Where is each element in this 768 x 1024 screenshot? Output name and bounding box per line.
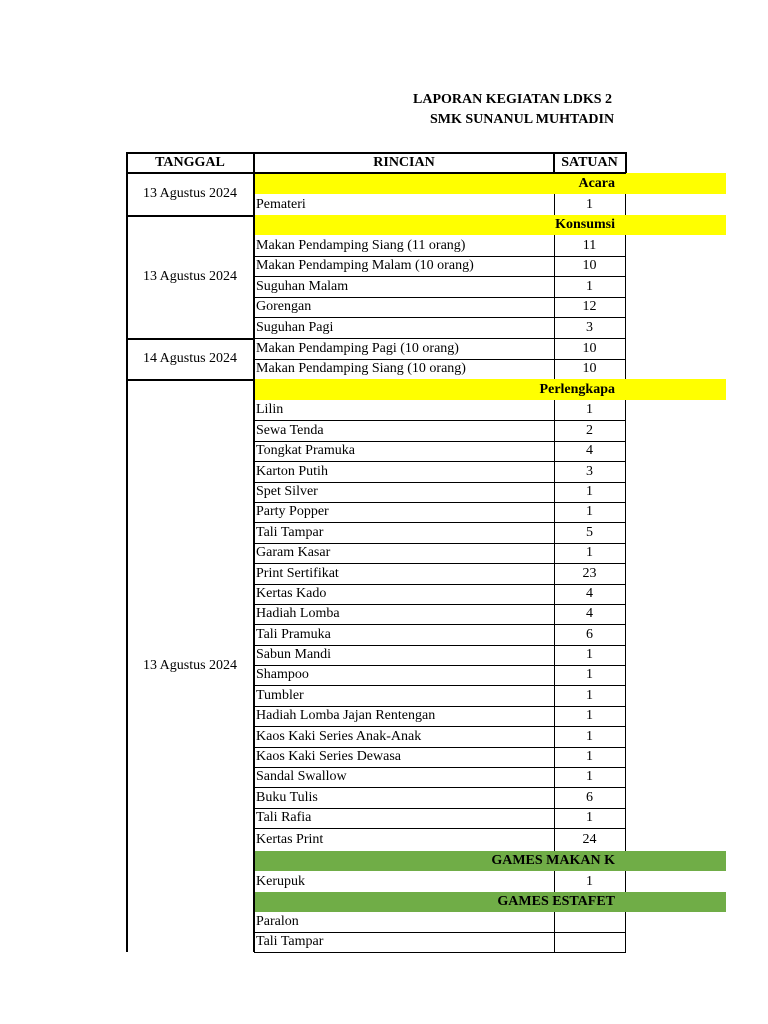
item-quantity: 3 — [586, 463, 593, 479]
grid-line — [625, 420, 626, 441]
item-name: Shampoo — [256, 667, 309, 682]
section-band: Konsumsi — [254, 215, 726, 235]
item-quantity: 10 — [582, 340, 597, 356]
item-name: Gorengan — [256, 299, 312, 314]
grid-line — [625, 645, 626, 665]
item-quantity: 1 — [586, 667, 593, 682]
grid-line — [625, 706, 626, 726]
item-quantity: 5 — [586, 524, 593, 540]
grid-line — [625, 604, 626, 624]
grid-line — [554, 338, 555, 359]
date-cell: 13 Agustus 2024 — [142, 268, 238, 284]
item-name: Tali Tampar — [256, 524, 324, 540]
grid-line — [554, 828, 555, 851]
item-name: Spet Silver — [256, 484, 318, 499]
grid-line — [254, 952, 626, 953]
grid-line — [625, 276, 626, 297]
grid-line — [554, 194, 555, 215]
header-border — [126, 152, 626, 154]
item-name: Tali Pramuka — [256, 626, 331, 642]
date-column-border — [253, 152, 255, 952]
section-band: GAMES ESTAFET — [254, 892, 726, 912]
item-name: Karton Putih — [256, 463, 328, 479]
item-name: Hadiah Lomba — [256, 606, 340, 621]
grid-line — [625, 787, 626, 808]
grid-line — [554, 685, 555, 706]
item-name: Kaos Kaki Series Anak-Anak — [256, 728, 422, 744]
item-name: Hadiah Lomba Jajan Rentengan — [256, 708, 436, 723]
grid-line — [554, 787, 555, 808]
grid-line — [554, 317, 555, 338]
grid-line — [625, 522, 626, 543]
grid-line — [625, 441, 626, 461]
grid-line — [625, 665, 626, 685]
grid-line — [625, 912, 626, 932]
item-name: Makan Pendamping Pagi (10 orang) — [256, 340, 459, 356]
grid-line — [554, 297, 555, 317]
grid-line — [625, 297, 626, 317]
item-name: Kaos Kaki Series Dewasa — [256, 749, 402, 764]
item-name: Garam Kasar — [256, 545, 331, 560]
grid-line — [625, 543, 626, 563]
grid-line — [625, 871, 626, 892]
grid-line — [625, 726, 626, 747]
grid-line — [625, 317, 626, 338]
grid-line — [554, 522, 555, 543]
date-cell: 13 Agustus 2024 — [142, 186, 238, 201]
item-name: Lilin — [256, 402, 284, 417]
item-name: Makan Pendamping Siang (10 orang) — [256, 361, 466, 376]
grid-line — [554, 604, 555, 624]
item-quantity: 1 — [586, 504, 593, 519]
item-quantity: 1 — [586, 769, 593, 784]
grid-line — [554, 256, 555, 276]
item-quantity: 1 — [586, 545, 593, 560]
item-quantity: 24 — [582, 831, 597, 847]
grid-line — [625, 338, 626, 359]
grid-line — [554, 871, 555, 892]
item-name: Sewa Tenda — [256, 422, 324, 438]
grid-line — [554, 502, 555, 522]
grid-line — [554, 276, 555, 297]
item-quantity: 1 — [586, 728, 593, 744]
grid-line — [554, 747, 555, 767]
grid-line — [554, 543, 555, 563]
item-quantity: 1 — [586, 873, 593, 889]
item-name: Kertas Print — [256, 831, 324, 847]
section-band: Perlengkapa — [254, 379, 726, 400]
item-quantity: 1 — [586, 278, 593, 294]
grid-line — [625, 359, 626, 379]
item-name: Suguhan Malam — [256, 278, 349, 294]
date-cell: 13 Agustus 2024 — [142, 657, 238, 673]
grid-line — [625, 624, 626, 645]
item-name: Party Popper — [256, 504, 329, 519]
column-header-rincian: RINCIAN — [373, 154, 435, 170]
table-left-border — [126, 152, 128, 952]
header-border — [126, 172, 626, 174]
grid-line — [554, 645, 555, 665]
item-name: Tongkat Pramuka — [256, 443, 355, 458]
item-name: Tali Rafia — [256, 810, 312, 825]
column-header-satuan: SATUAN — [561, 154, 618, 170]
item-quantity — [554, 912, 625, 932]
item-name: Sabun Mandi — [256, 647, 332, 662]
grid-line — [554, 624, 555, 645]
grid-line — [554, 441, 555, 461]
item-name: Tumbler — [256, 687, 304, 703]
item-name: Kertas Kado — [256, 586, 327, 601]
item-quantity: 12 — [582, 299, 597, 314]
grid-line — [625, 400, 626, 420]
school-name: SMK SUNANUL MUHTADIN — [430, 112, 615, 127]
item-quantity: 10 — [582, 361, 597, 376]
item-name: Suguhan Pagi — [256, 319, 334, 335]
section-band: GAMES MAKAN K — [254, 851, 726, 871]
grid-line — [625, 808, 626, 828]
item-quantity: 1 — [586, 484, 593, 499]
grid-line — [554, 584, 555, 604]
item-quantity: 10 — [582, 258, 597, 273]
grid-line — [554, 767, 555, 787]
item-quantity: 1 — [586, 402, 593, 417]
grid-line — [625, 932, 626, 952]
section-band: Acara — [254, 173, 726, 194]
item-name: Print Sertifikat — [256, 565, 339, 581]
item-quantity: 3 — [586, 319, 593, 335]
item-quantity: 1 — [586, 196, 593, 212]
item-quantity: 6 — [586, 626, 593, 642]
grid-line — [554, 482, 555, 502]
item-name: Makan Pendamping Malam (10 orang) — [256, 258, 474, 273]
grid-line — [625, 685, 626, 706]
grid-line — [554, 808, 555, 828]
grid-line — [625, 482, 626, 502]
item-quantity: 23 — [582, 565, 597, 581]
item-quantity: 1 — [586, 647, 593, 662]
grid-line — [625, 194, 626, 215]
item-quantity: 4 — [586, 606, 593, 621]
header-border — [625, 152, 627, 173]
item-quantity: 1 — [586, 708, 593, 723]
item-quantity: 1 — [586, 810, 593, 825]
column-header-tanggal: TANGGAL — [155, 154, 225, 170]
grid-line — [625, 461, 626, 482]
grid-line — [554, 563, 555, 584]
item-name: Makan Pendamping Siang (11 orang) — [256, 237, 466, 253]
grid-line — [625, 828, 626, 851]
grid-line — [625, 584, 626, 604]
grid-line — [554, 665, 555, 685]
item-name: Paralon — [256, 914, 299, 929]
item-quantity — [554, 932, 625, 952]
item-name: Tali Tampar — [256, 934, 324, 949]
grid-line — [625, 502, 626, 522]
grid-line — [554, 932, 555, 952]
item-quantity: 1 — [586, 687, 593, 703]
item-quantity: 1 — [586, 749, 593, 764]
item-quantity: 6 — [586, 789, 593, 805]
report-title: LAPORAN KEGIATAN LDKS 2 — [413, 92, 613, 107]
grid-line — [625, 747, 626, 767]
header-border — [553, 152, 555, 173]
grid-line — [554, 420, 555, 441]
item-quantity: 4 — [586, 443, 593, 458]
item-quantity: 2 — [586, 422, 593, 438]
item-name: Pemateri — [256, 196, 306, 212]
item-quantity: 4 — [586, 586, 593, 601]
item-name: Sandal Swallow — [256, 769, 347, 784]
grid-line — [625, 235, 626, 256]
grid-line — [554, 912, 555, 932]
grid-line — [625, 767, 626, 787]
grid-line — [554, 461, 555, 482]
item-quantity: 11 — [582, 237, 597, 253]
date-cell: 14 Agustus 2024 — [142, 350, 238, 366]
grid-line — [554, 726, 555, 747]
grid-line — [554, 706, 555, 726]
grid-line — [625, 563, 626, 584]
grid-line — [625, 256, 626, 276]
item-name: Kerupuk — [256, 873, 305, 889]
grid-line — [554, 359, 555, 379]
grid-line — [554, 235, 555, 256]
grid-line — [554, 400, 555, 420]
item-name: Buku Tulis — [256, 789, 318, 805]
